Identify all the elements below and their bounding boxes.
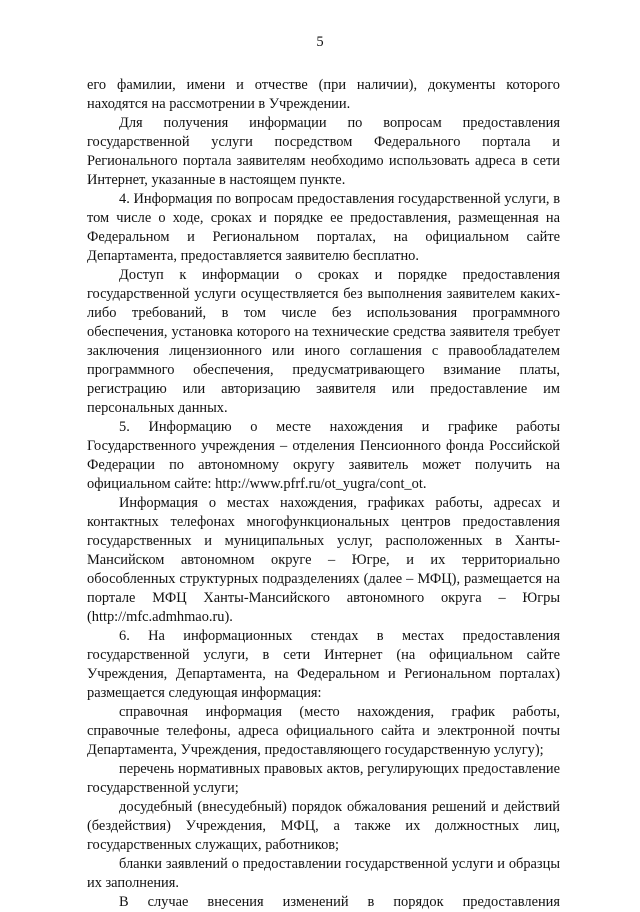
paragraph: 5. Информацию о месте нахождения и графике работы Государственного учреждения – отделения Пенсионного фонда Российской Федерации по автономному округу заявитель может получить на официальном сайте: http://www.pfrf.ru/ot_yugra/cont_ot. [87,419,560,492]
paragraph: Информация о местах нахождения, графиках работы, адресах и контактных телефонах многофункциональных центров предоставления государственных и муниципальных услуг, расположенных в Ханты-Мансийском автономном округе – Югре, и их территориально обособленных структурных подразделениях (далее – МФЦ), размещается на портале МФЦ Ханты-Мансийского автономного округа – Югры (http://mfc.admhmao.ru). [87,495,560,625]
page-number: 5 [316,34,324,50]
paragraph: Для получения информации по вопросам предоставления государственной услуги посредством Федерального портала и Регионального портала заявителям необходимо использовать адреса в сети Интернет, указанные в настоящем пункте. [87,115,560,188]
list-item: бланки заявлений о предоставлении государственной услуги и образцы их заполнения. [87,856,560,891]
paragraph: Доступ к информации о сроках и порядке предоставления государственной услуги осуществляется без выполнения заявителем каких-либо требований, в том числе без использования программного обеспечения, установка которого на технические средства заявителя требует заключения лицензионного или иного соглашения с правообладателем программного обеспечения, предусматривающего взимание платы, регистрацию или авторизацию заявителя или предоставление им персональных данных. [87,267,560,416]
list-item: перечень нормативных правовых актов, регулирующих предоставление государственной услуги; [87,761,560,796]
document-body [87,76,560,912]
paragraph: В случае внесения изменений в порядок предоставления [119,894,560,910]
list-item: справочная информация (место нахождения, график работы, справочные телефоны, адреса официального сайта и электронной почты Департамента, Учреждения, предоставляющего государственную услугу); [87,704,560,758]
paragraph: 6. На информационных стендах в местах предоставления государственной услуги, в сети Интернет (на официальном сайте Учреждения, Департамента, на Федеральном и Региональном порталах) размещается следующая информация: [87,628,560,701]
paragraph: 4. Информация по вопросам предоставления государственной услуги, в том числе о ходе, сроках и порядке ее предоставления, размещенная на Федеральном и Региональном порталах, на официальном сайте Департамента, предоставляется заявителю бесплатно. [87,191,560,264]
paragraph-continuation: его фамилии, имени и отчестве (при наличии), документы которого находятся на рассмотрении в Учреждении. [87,77,560,112]
list-item: досудебный (внесудебный) порядок обжалования решений и действий (бездействия) Учреждения, МФЦ, а также их должностных лиц, государственных служащих, работников; [87,799,560,853]
